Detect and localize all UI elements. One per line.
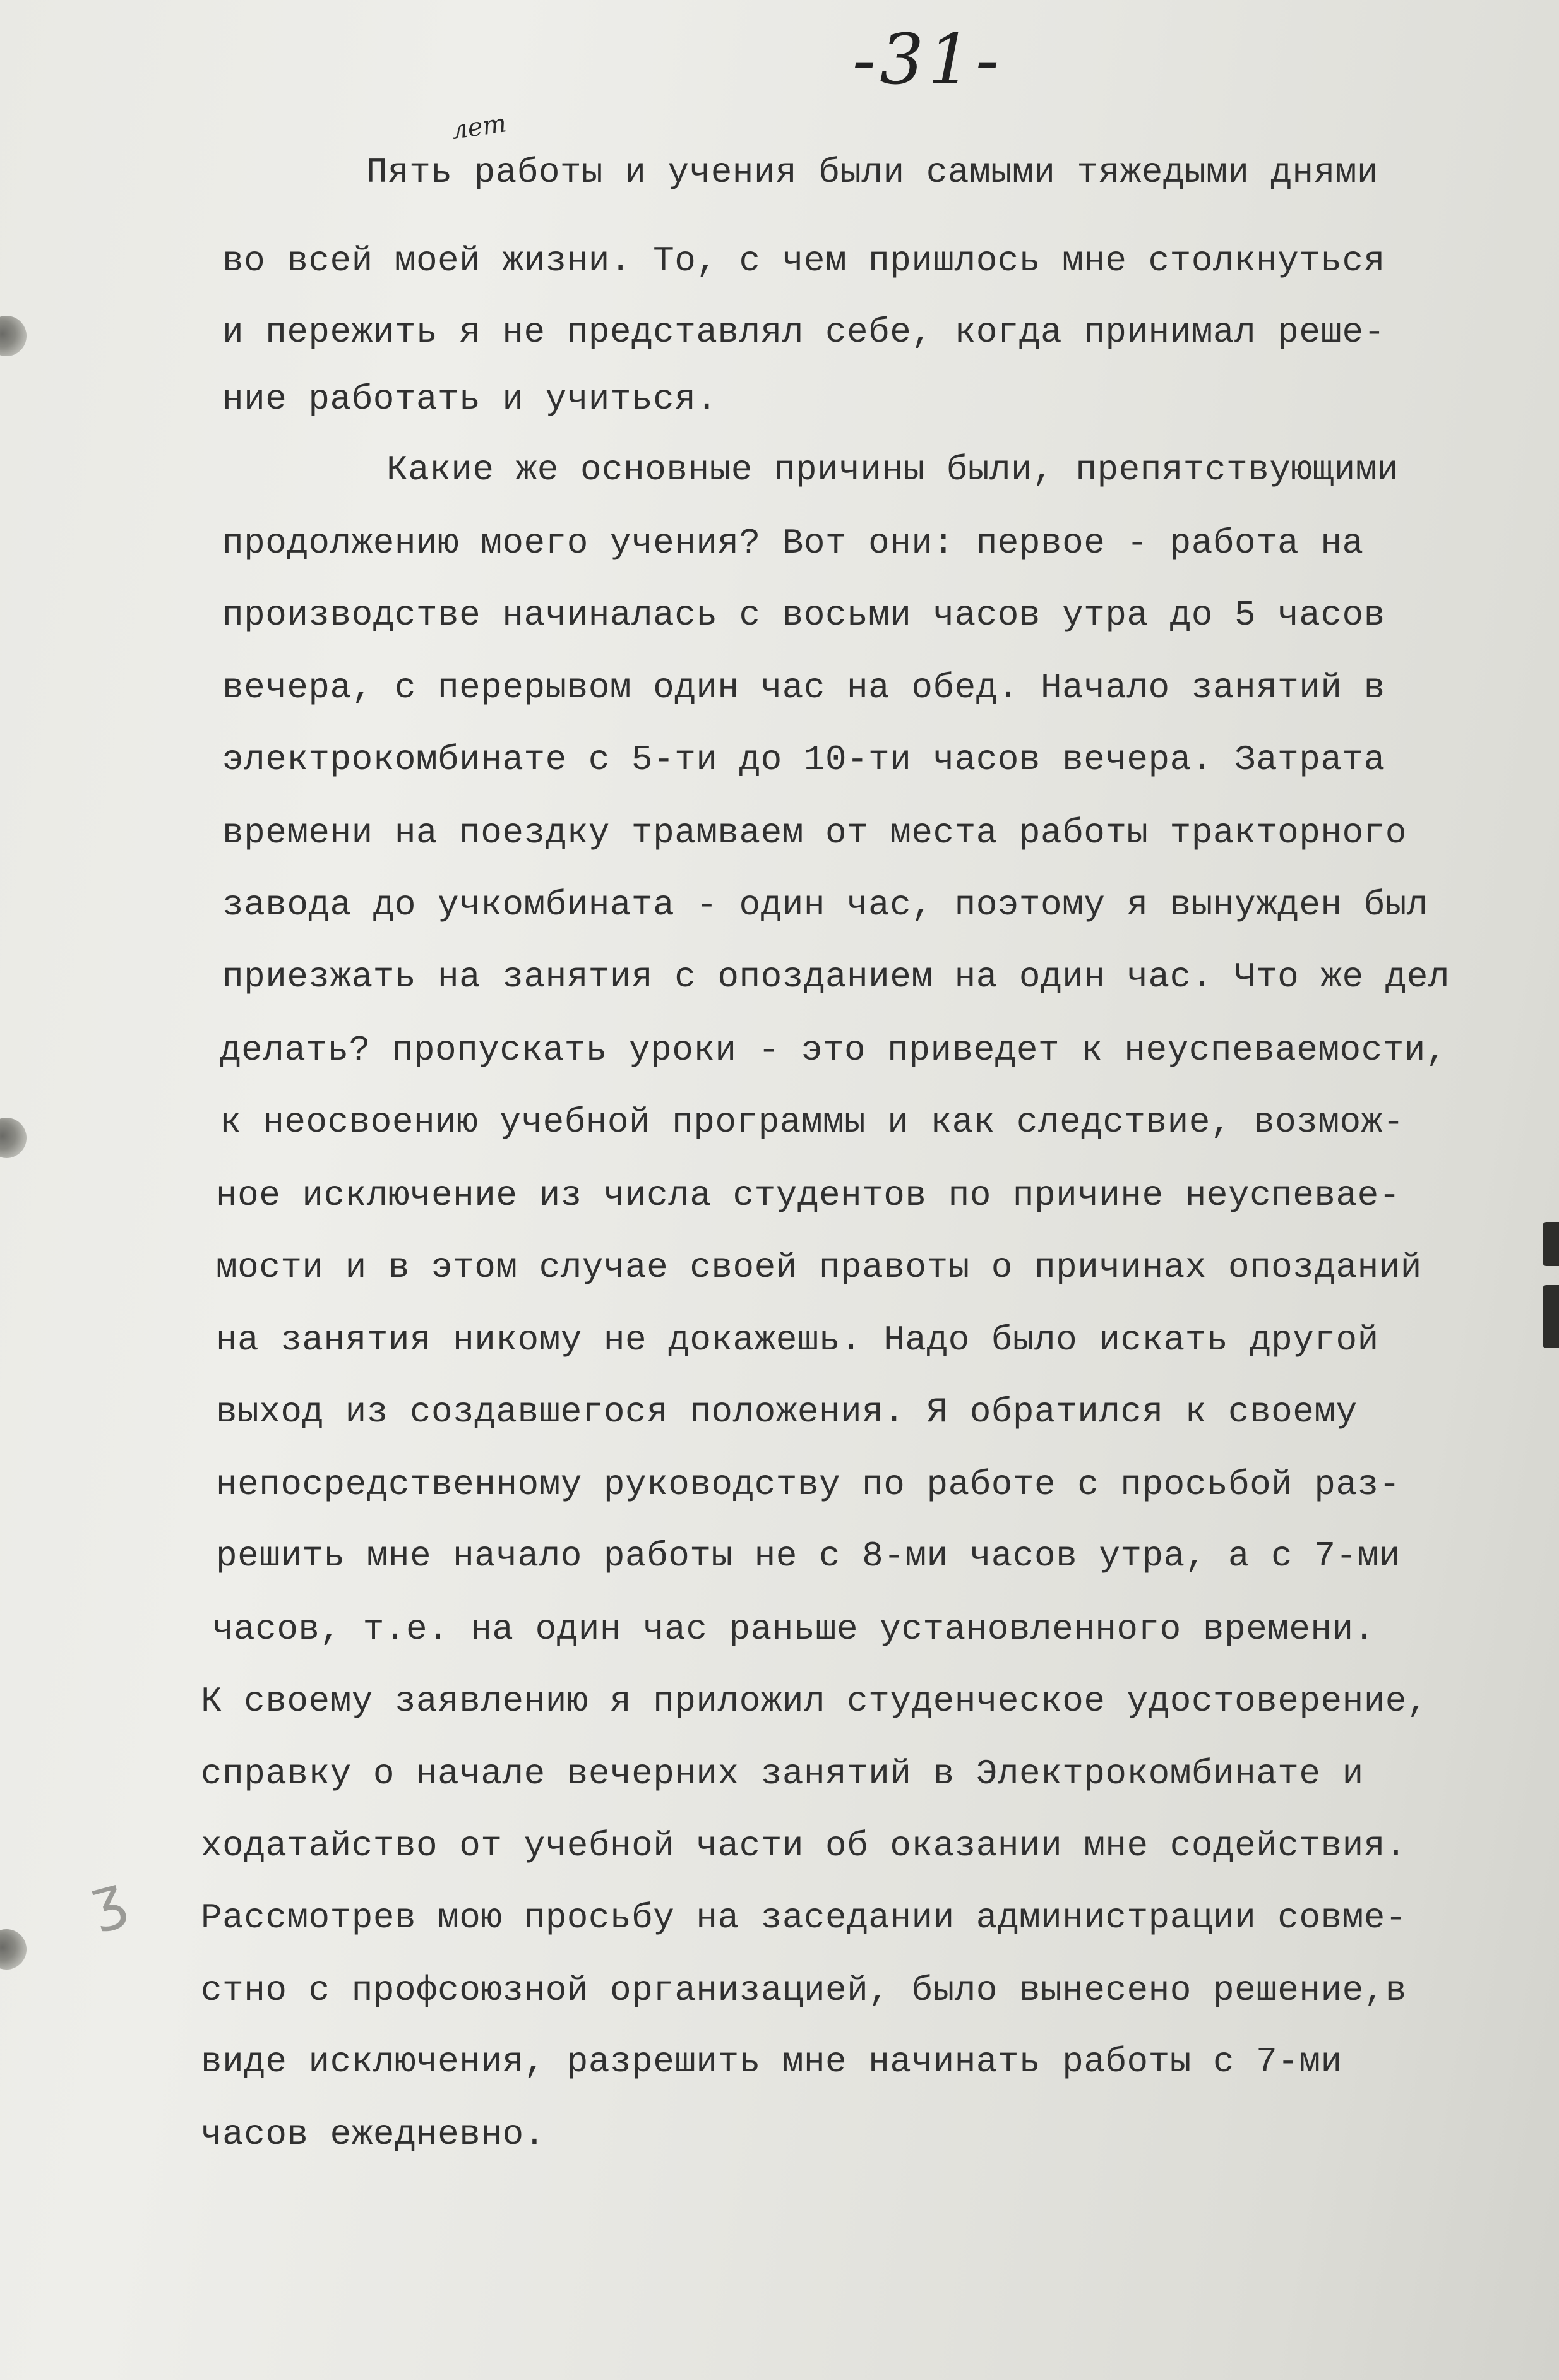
- text-line: выход из создавшегося положения. Я обратился к своему: [216, 1392, 1358, 1432]
- text-line: виде исключения, разрешить мне начинать работы с 7-ми: [201, 2042, 1342, 2082]
- text-line: стно с профсоюзной организацией, было вынесено решение,в: [201, 1970, 1407, 2011]
- text-line: вечера, с перерывом один час на обед. Начало занятий в: [222, 667, 1385, 708]
- text-line: ное исключение из числа студентов по причине неуспевае-: [216, 1175, 1401, 1216]
- text-line: завода до учкомбината - один час, поэтому я вынужден был: [222, 885, 1428, 925]
- text-line: Какие же основные причины были, препятствующими: [386, 450, 1399, 490]
- text-line: во всей моей жизни. То, с чем пришлось мне столкнуться: [222, 241, 1385, 281]
- text-line: ние работать и учиться.: [222, 379, 718, 419]
- page-number: -31-: [852, 19, 1003, 100]
- text-line: на занятия никому не докажешь. Надо было искать другой: [216, 1320, 1379, 1360]
- text-line: Пять работы и учения были самыми тяжедыми днями: [366, 152, 1378, 193]
- text-line: решить мне начало работы не с 8-ми часов утра, а с 7-ми: [216, 1536, 1401, 1576]
- text-line: приезжать на занятия с опозданием на один час. Что же дел: [222, 957, 1450, 997]
- text-line: производстве начиналась с восьми часов утра до 5 часов: [222, 595, 1385, 635]
- text-line: и пережить я не представлял себе, когда принимал реше-: [222, 312, 1385, 352]
- text-line: справку о начале вечерних занятий в Электрокомбинате и: [201, 1754, 1364, 1794]
- handwritten-insertion: лет: [450, 109, 508, 145]
- text-line: делать? пропускать уроки - это приведет к неуспеваемости,: [220, 1030, 1448, 1070]
- text-line: Рассмотрев мою просьбу на заседании администрации совме-: [201, 1898, 1407, 1938]
- punch-hole: [0, 1929, 27, 1970]
- pencil-margin-mark: ʒ: [83, 1863, 133, 1935]
- text-line: мости и в этом случае своей правоты о причинах опозданий: [216, 1247, 1422, 1288]
- binding-edge-mark: [1543, 1285, 1559, 1348]
- punch-hole: [0, 316, 27, 356]
- text-line: к неосвоению учебной программы и как следствие, возмож-: [220, 1102, 1404, 1142]
- text-line: К своему заявлению я приложил студенческое удостоверение,: [201, 1681, 1429, 1721]
- punch-hole: [0, 1118, 27, 1158]
- text-line: ходатайство от учебной части об оказании мне содействия.: [201, 1826, 1407, 1866]
- text-line: часов ежедневно.: [201, 2114, 546, 2155]
- text-line: электрокомбинате с 5-ти до 10-ти часов вечера. Затрата: [222, 739, 1385, 780]
- text-line: часов, т.е. на один час раньше установленного времени.: [212, 1609, 1375, 1649]
- text-line: продолжению моего учения? Вот они: первое - работа на: [222, 523, 1364, 563]
- text-line: непосредственному руководству по работе с просьбой раз-: [216, 1464, 1401, 1505]
- text-line: времени на поездку трамваем от места работы тракторного: [222, 813, 1407, 853]
- binding-edge-mark: [1543, 1222, 1559, 1266]
